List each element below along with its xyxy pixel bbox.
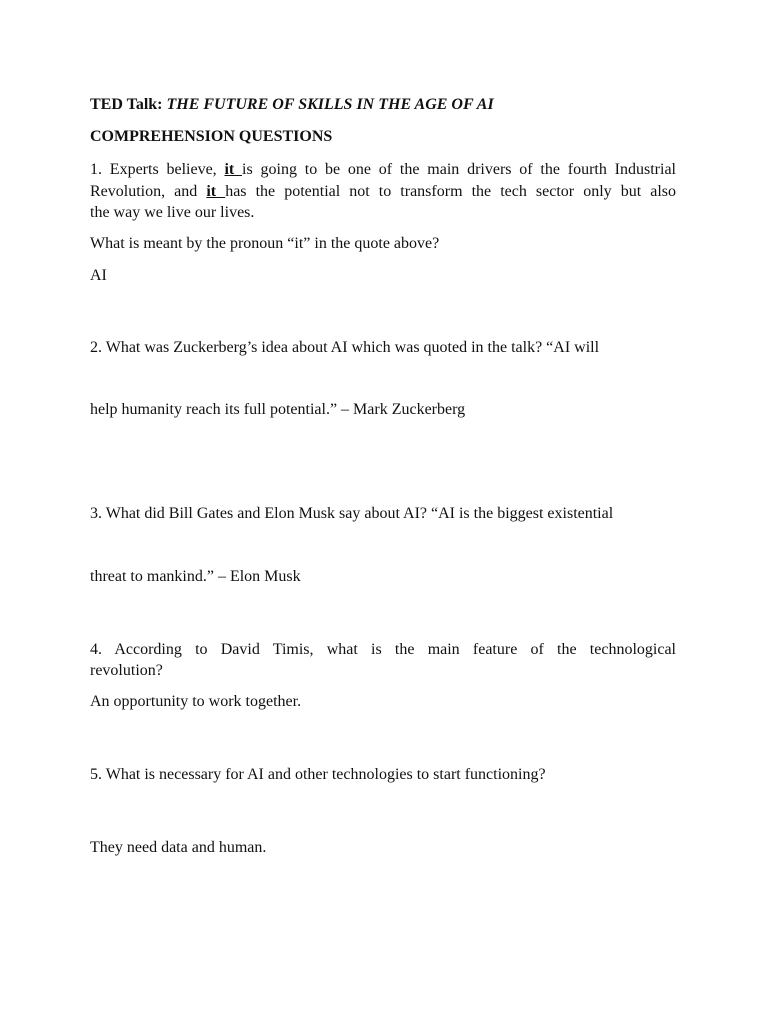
q5-answer: They need data and human. — [90, 839, 267, 856]
q3-line-1: 3. What did Bill Gates and Elon Musk say about AI? “AI is the biggest existential — [90, 505, 614, 522]
q3-line-2: threat to mankind.” – Elon Musk — [90, 568, 301, 585]
document-title — [90, 94, 676, 115]
title-prefix: TED Talk: — [90, 96, 167, 113]
section-heading: COMPREHENSION QUESTIONS — [90, 128, 333, 145]
q4-line-2: revolution? — [90, 662, 163, 679]
pronoun-it-1: it — [224, 161, 243, 178]
talk-name: THE FUTURE OF SKILLS IN THE AGE OF AI — [166, 96, 494, 113]
q4-answer: An opportunity to work together. — [90, 693, 302, 710]
q1-question: What is meant by the pronoun “it” in the quote above? — [90, 235, 440, 252]
q2-line-2: help humanity reach its full potential.” – Mark Zuckerberg — [90, 401, 466, 418]
pronoun-it-2: it — [206, 183, 226, 200]
q2-line-1: 2. What was Zuckerberg’s idea about AI which was quoted in the talk? “AI will — [90, 339, 600, 356]
q5-question: 5. What is necessary for AI and other technologies to start functioning? — [90, 766, 546, 783]
q1-answer: AI — [90, 267, 107, 284]
q1-quote-line-1: 1. Experts believe, it is going to be one of the main drivers of the fourth Industrial — [90, 161, 676, 178]
q1-quote-line-2: Revolution, and it has the potential not to transform the tech sector only but also — [90, 183, 676, 200]
q4-line-1: 4. According to David Timis, what is the main feature of the technological — [90, 641, 676, 658]
q1-quote-line-3: the way we live our lives. — [90, 204, 255, 221]
